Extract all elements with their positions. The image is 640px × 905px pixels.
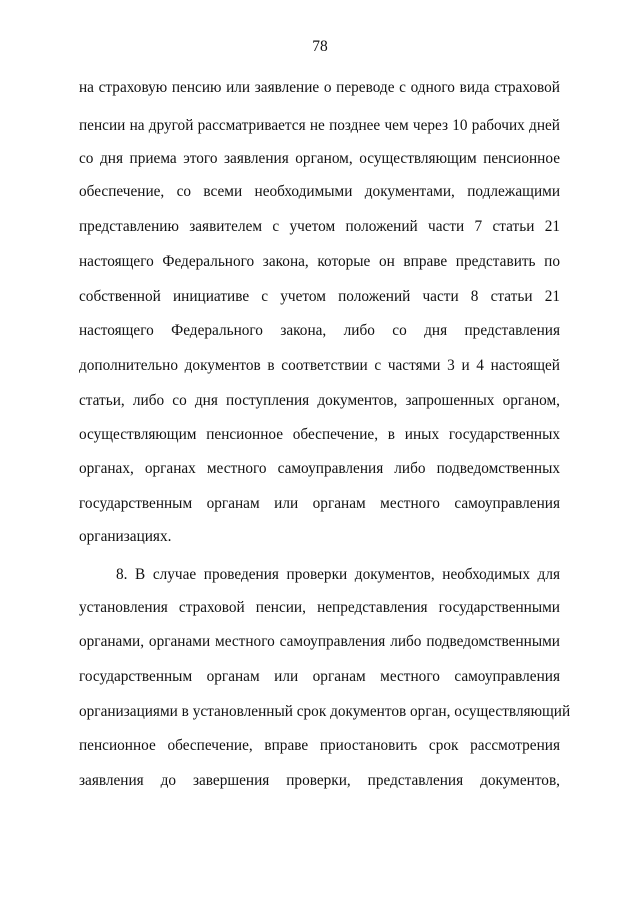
text-line: государственным органам или органам местного самоуправления xyxy=(79,495,560,512)
text-line: органах, органах местного самоуправления либо подведомственных xyxy=(79,460,560,477)
text-line: статьи, либо со дня поступления документов, запрошенных органом, xyxy=(79,392,560,409)
text-line: настоящего Федерального закона, либо со дня представления xyxy=(79,322,560,339)
text-line: осуществляющим пенсионное обеспечение, в иных государственных xyxy=(79,426,560,443)
text-line: пенсии на другой рассматривается не позднее чем через 10 рабочих дней xyxy=(79,117,560,134)
text-line: органами, органами местного самоуправления либо подведомственными xyxy=(79,633,560,650)
text-line: настоящего Федерального закона, которые он вправе представить по xyxy=(79,253,560,270)
text-line: со дня приема этого заявления органом, осуществляющим пенсионное xyxy=(79,150,560,167)
paragraph-first-line: 8. В случае проведения проверки документов, необходимых для xyxy=(116,566,560,583)
text-line: дополнительно документов в соответствии с частями 3 и 4 настоящей xyxy=(79,357,560,374)
text-line: пенсионное обеспечение, вправе приостановить срок рассмотрения xyxy=(79,737,560,754)
page-number: 78 xyxy=(312,38,328,55)
text-line: государственным органам или органам местного самоуправления xyxy=(79,668,560,685)
text-line: собственной инициативе с учетом положений части 8 статьи 21 xyxy=(79,288,560,305)
text-line: заявления до завершения проверки, представления документов, xyxy=(79,772,560,789)
text-line: обеспечение, со всеми необходимыми документами, подлежащими xyxy=(79,183,560,200)
text-line: организациях. xyxy=(79,528,172,545)
text-line: на страховую пенсию или заявление о переводе с одного вида страховой xyxy=(79,79,560,96)
text-line: установления страховой пенсии, непредставления государственными xyxy=(79,599,560,616)
text-line: представлению заявителем с учетом положений части 7 статьи 21 xyxy=(79,218,560,235)
text-line: организациями в установленный срок документов орган, осуществляющий xyxy=(79,703,571,720)
